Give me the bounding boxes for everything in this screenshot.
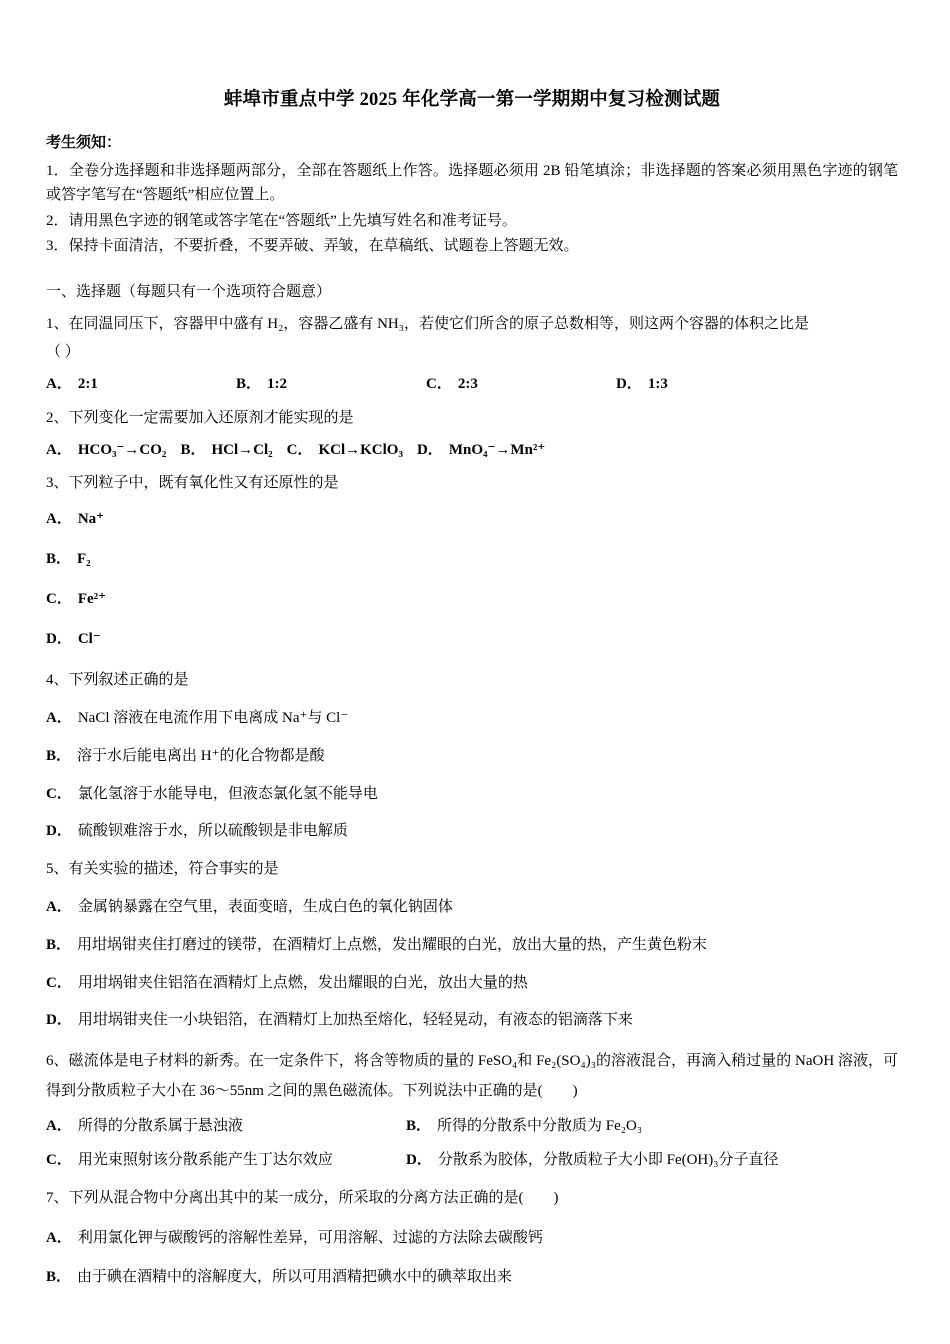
question-2-option-a: A． HCO₃⁻→CO₂ bbox=[46, 441, 167, 458]
question-3-option-b: B． F₂ bbox=[46, 550, 91, 567]
question-2 bbox=[46, 406, 898, 432]
question-4-option-b: B． 溶于水后能电离出 H⁺的化合物都是酸 bbox=[46, 747, 325, 764]
question-4 bbox=[46, 668, 898, 694]
question-3-stem: 下列粒子中，既有氧化性又有还原性的是 bbox=[68, 475, 339, 492]
question-5-option-d: D． 用坩埚钳夹住一小块铝箔，在酒精灯上加热至熔化，轻轻晃动，有液态的铝滴落下来 bbox=[46, 1012, 633, 1029]
question-7-number: 7、 bbox=[46, 1189, 69, 1206]
question-6 bbox=[46, 1046, 898, 1106]
question-6-option-b: B． 所得的分散系中分散质为 Fe₂O₃ bbox=[406, 1118, 643, 1135]
question-6-option-d: D． 分散系为胶体，分散质粒子大小即 Fe(OH)₃分子直径 bbox=[406, 1152, 779, 1169]
question-5-stem: 有关实验的描述，符合事实的是 bbox=[68, 861, 279, 878]
question-3-option-c: C． Fe²⁺ bbox=[46, 590, 107, 607]
question-6-options-row-1 bbox=[46, 1114, 898, 1140]
question-1-option-a: A． 2:1 bbox=[46, 375, 98, 392]
question-1 bbox=[46, 312, 898, 338]
question-7-option-a: A． 利用氯化钾与碳酸钙的溶解性差异，可用溶解、过滤的方法除去碳酸钙 bbox=[46, 1229, 543, 1246]
question-4-stem: 下列叙述正确的是 bbox=[68, 672, 189, 689]
question-1-option-c: C． 2:3 bbox=[426, 375, 478, 392]
question-6-option-a: A． 所得的分散系属于悬浊液 bbox=[46, 1118, 243, 1135]
question-4-option-d: D． 硫酸钡难溶于水，所以硫酸钡是非电解质 bbox=[46, 823, 348, 840]
question-1-stem: 在同温同压下，容器甲中盛有 H₂，容器乙盛有 NH₃，若使它们所含的原子总数相等，则这两个容器的体积之比是 bbox=[68, 316, 809, 333]
question-3 bbox=[46, 471, 898, 497]
question-5-option-b: B． 用坩埚钳夹住打磨过的镁带，在酒精灯上点燃，发出耀眼的白光，放出大量的热，产生黄色粉末 bbox=[46, 936, 708, 953]
question-4-option-a: A． NaCl 溶液在电流作用下电离成 Na⁺与 Cl⁻ bbox=[46, 710, 349, 727]
page-title: 蚌埠市重点中学 2025 年化学高一第一学期期中复习检测试题 bbox=[223, 90, 721, 110]
question-4-number: 4、 bbox=[46, 672, 69, 689]
question-1-option-b: B． 1:2 bbox=[236, 375, 288, 392]
question-2-number: 2、 bbox=[46, 409, 69, 426]
notice-item-3: 3．保持卡面清洁，不要折叠，不要弄破、弄皱，在草稿纸、试题卷上答题无效。 bbox=[46, 238, 579, 255]
question-7 bbox=[46, 1186, 898, 1212]
notice-heading: 考生须知： bbox=[46, 134, 122, 151]
question-7-option-b: B． 由于碘在酒精中的溶解度大，所以可用酒精把碘水中的碘萃取出来 bbox=[46, 1269, 513, 1286]
question-1-stem-cont: （ ） bbox=[46, 344, 80, 361]
question-6-options-row-2 bbox=[46, 1148, 898, 1174]
question-3-number: 3、 bbox=[46, 475, 69, 492]
question-2-option-b: B． HCl→Cl₂ bbox=[180, 441, 273, 458]
question-6-number: 6、 bbox=[46, 1053, 69, 1070]
section-heading-choice: 一、选择题（每题只有一个选项符合题意） bbox=[46, 284, 332, 301]
question-5-option-c: C． 用坩埚钳夹住铝箔在酒精灯上点燃，发出耀眼的白光，放出大量的热 bbox=[46, 974, 528, 991]
question-6-stem: 磁流体是电子材料的新秀。在一定条件下，将含等物质的量的 FeSO₄和 Fe₂(SO₄)₃的溶液混合，再滴入稍过量的 NaOH 溶液，可得到分散质粒子大小在 36～55nm 之间的黑色磁流体。下列说法中正确的是( ) bbox=[46, 1053, 898, 1100]
notice-item-2: 2．请用黑色字迹的钢笔或答字笔在“答题纸”上先填写姓名和准考证号。 bbox=[46, 212, 517, 229]
question-3-option-d: D． Cl⁻ bbox=[46, 630, 101, 647]
question-5-option-a: A． 金属钠暴露在空气里，表面变暗，生成白色的氧化钠固体 bbox=[46, 899, 453, 916]
question-1-option-d: D． 1:3 bbox=[616, 375, 668, 392]
question-5 bbox=[46, 857, 898, 883]
question-1-number: 1、 bbox=[46, 316, 69, 333]
question-3-option-a: A． Na⁺ bbox=[46, 511, 105, 528]
question-7-stem: 下列从混合物中分离出其中的某一成分，所采取的分离方法正确的是( ) bbox=[68, 1189, 559, 1206]
question-2-stem: 下列变化一定需要加入还原剂才能实现的是 bbox=[68, 409, 354, 426]
question-6-option-c: C． 用光束照射该分散系能产生丁达尔效应 bbox=[46, 1152, 333, 1169]
question-1-options bbox=[46, 372, 898, 398]
question-2-options bbox=[46, 438, 898, 464]
question-2-option-d: D． MnO₄⁻→Mn²⁺ bbox=[416, 441, 546, 458]
question-4-option-c: C． 氯化氢溶于水能导电，但液态氯化氢不能导电 bbox=[46, 785, 378, 802]
notice-item-1: 1．全卷分选择题和非选择题两部分，全部在答题纸上作答。选择题必须用 2B 铅笔填涂；非选择题的答案必须用黑色字迹的钢笔或答字笔写在“答题纸”相应位置上。 bbox=[46, 163, 898, 204]
question-2-option-c: C． KCl→KClO₃ bbox=[286, 441, 403, 458]
question-5-number: 5、 bbox=[46, 861, 69, 878]
